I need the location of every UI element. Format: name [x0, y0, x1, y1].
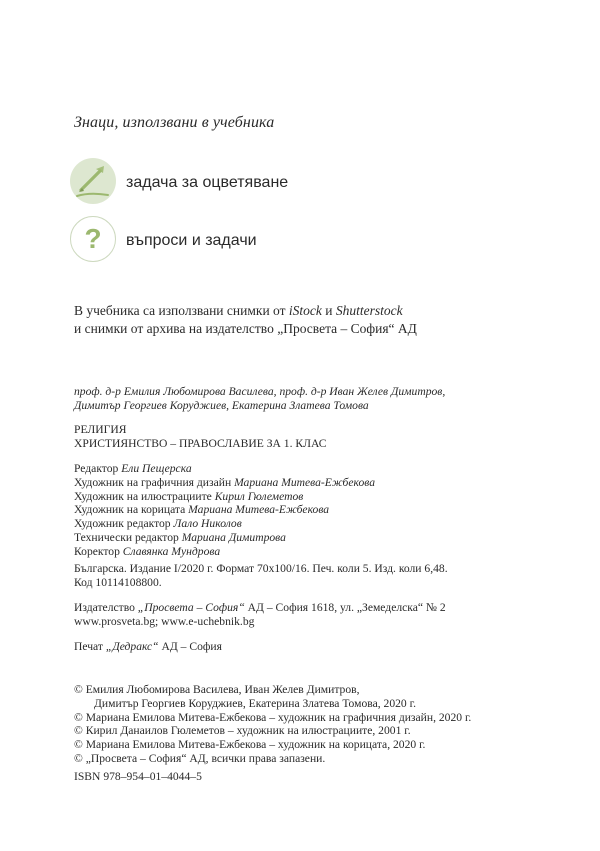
- printer-info: [74, 640, 222, 654]
- credit-row: [74, 462, 375, 476]
- credit-role: Редактор: [74, 462, 122, 475]
- credit-row: [74, 476, 375, 490]
- photo-credits-and: и: [321, 303, 336, 318]
- credit-role: Художник на графичния дизайн: [74, 475, 235, 489]
- edition-code: Код 10114108800.: [74, 575, 162, 589]
- credit-row: [74, 503, 375, 517]
- legend-label-questions: въпроси и задачи: [126, 232, 257, 249]
- authors-line: проф. д-р Емилия Любомирова Василева, проф. д-р Иван Желев Димитров,: [74, 385, 446, 398]
- legend-title: Знаци, използвани в учебника: [74, 114, 275, 131]
- credit-role: Художник на илюстрациите: [74, 489, 215, 503]
- credits-list: [74, 462, 375, 559]
- publisher-info: [74, 601, 446, 629]
- photo-credits: [74, 302, 417, 338]
- credit-name: Славянка Мундрова: [122, 544, 221, 558]
- credit-name: Мариана Димитрова: [181, 530, 286, 544]
- credit-role: Коректор: [74, 544, 123, 558]
- edition-line: Българска. Издание I/2020 г. Формат 70х100/16. Печ. коли 5. Изд. коли 6,48.: [74, 562, 448, 575]
- credit-row: [74, 517, 375, 531]
- photo-credits-line2: и снимки от архива на издателство „Просвета – София“ АД: [74, 321, 417, 336]
- copyright-line: © „Просвета – София“ АД, всички права запазени.: [74, 751, 326, 765]
- publisher-websites: www.prosveta.bg; www.e-uchebnik.bg: [74, 614, 255, 628]
- authors-line: Димитър Георгиев Коруджиев, Екатерина Златева Томова: [74, 398, 369, 412]
- credit-role: Художник на корицата: [74, 503, 189, 517]
- credit-role: Художник редактор: [74, 517, 174, 531]
- pencil-icon-graphic: [70, 158, 116, 204]
- istock-name: iStock: [288, 303, 322, 318]
- subject-title: [74, 423, 327, 451]
- legend-label-coloring: задача за оцветяване: [126, 174, 289, 191]
- copyright-line: © Мариана Емилова Митева-Ежбекова – художник на графичния дизайн, 2020 г.: [74, 710, 472, 724]
- subject-line: РЕЛИГИЯ: [74, 423, 127, 436]
- copyright-line: © Емилия Любомирова Василева, Иван Желев Димитров,: [74, 683, 360, 696]
- shutterstock-name: Shutterstock: [335, 303, 403, 318]
- publisher-label: Издателство: [74, 601, 138, 614]
- printer-name: „Дедракс“: [105, 640, 159, 653]
- publisher-name: „Просвета – София“: [137, 601, 245, 614]
- pencil-icon: [70, 158, 116, 204]
- credit-row: [74, 545, 375, 559]
- copyright-line: © Мариана Емилова Митева-Ежбекова – художник на корицата, 2020 г.: [74, 738, 426, 752]
- publisher-address: АД – София 1618, ул. „Земеделска“ № 2: [244, 601, 446, 614]
- copyright-block: [74, 683, 471, 766]
- photo-credits-line1: [74, 302, 417, 320]
- copyright-line: © Кирил Данаилов Гюлеметов – художник на илюстрациите, 2001 г.: [74, 724, 411, 738]
- printer-city: АД – София: [158, 640, 222, 653]
- authors: [74, 385, 445, 413]
- credit-name: Мариана Митева-Ежбекова: [188, 503, 330, 517]
- photo-credits-text: В учебника са използвани снимки от: [74, 303, 289, 318]
- copyright-line: Димитър Георгиев Коруджиев, Екатерина Златева Томова, 2020 г.: [94, 696, 416, 710]
- printer-label: Печат: [74, 640, 106, 653]
- credit-name: Ели Пещерска: [121, 462, 192, 475]
- question-icon: [70, 216, 116, 262]
- question-glyph: ?: [84, 223, 102, 254]
- isbn: ISBN 978–954–01–4044–5: [74, 770, 202, 783]
- credit-name: Лало Николов: [173, 517, 242, 531]
- credit-row: [74, 490, 375, 504]
- credit-row: [74, 531, 375, 545]
- subject-line: ХРИСТИЯНСТВО – ПРАВОСЛАВИЕ ЗА 1. КЛАС: [74, 436, 327, 450]
- publisher-line: [74, 601, 446, 615]
- edition-info: [74, 562, 448, 590]
- credit-role: Технически редактор: [74, 530, 182, 544]
- credit-name: Кирил Гюлеметов: [214, 489, 304, 503]
- credit-name: Мариана Митева-Ежбекова: [234, 475, 375, 489]
